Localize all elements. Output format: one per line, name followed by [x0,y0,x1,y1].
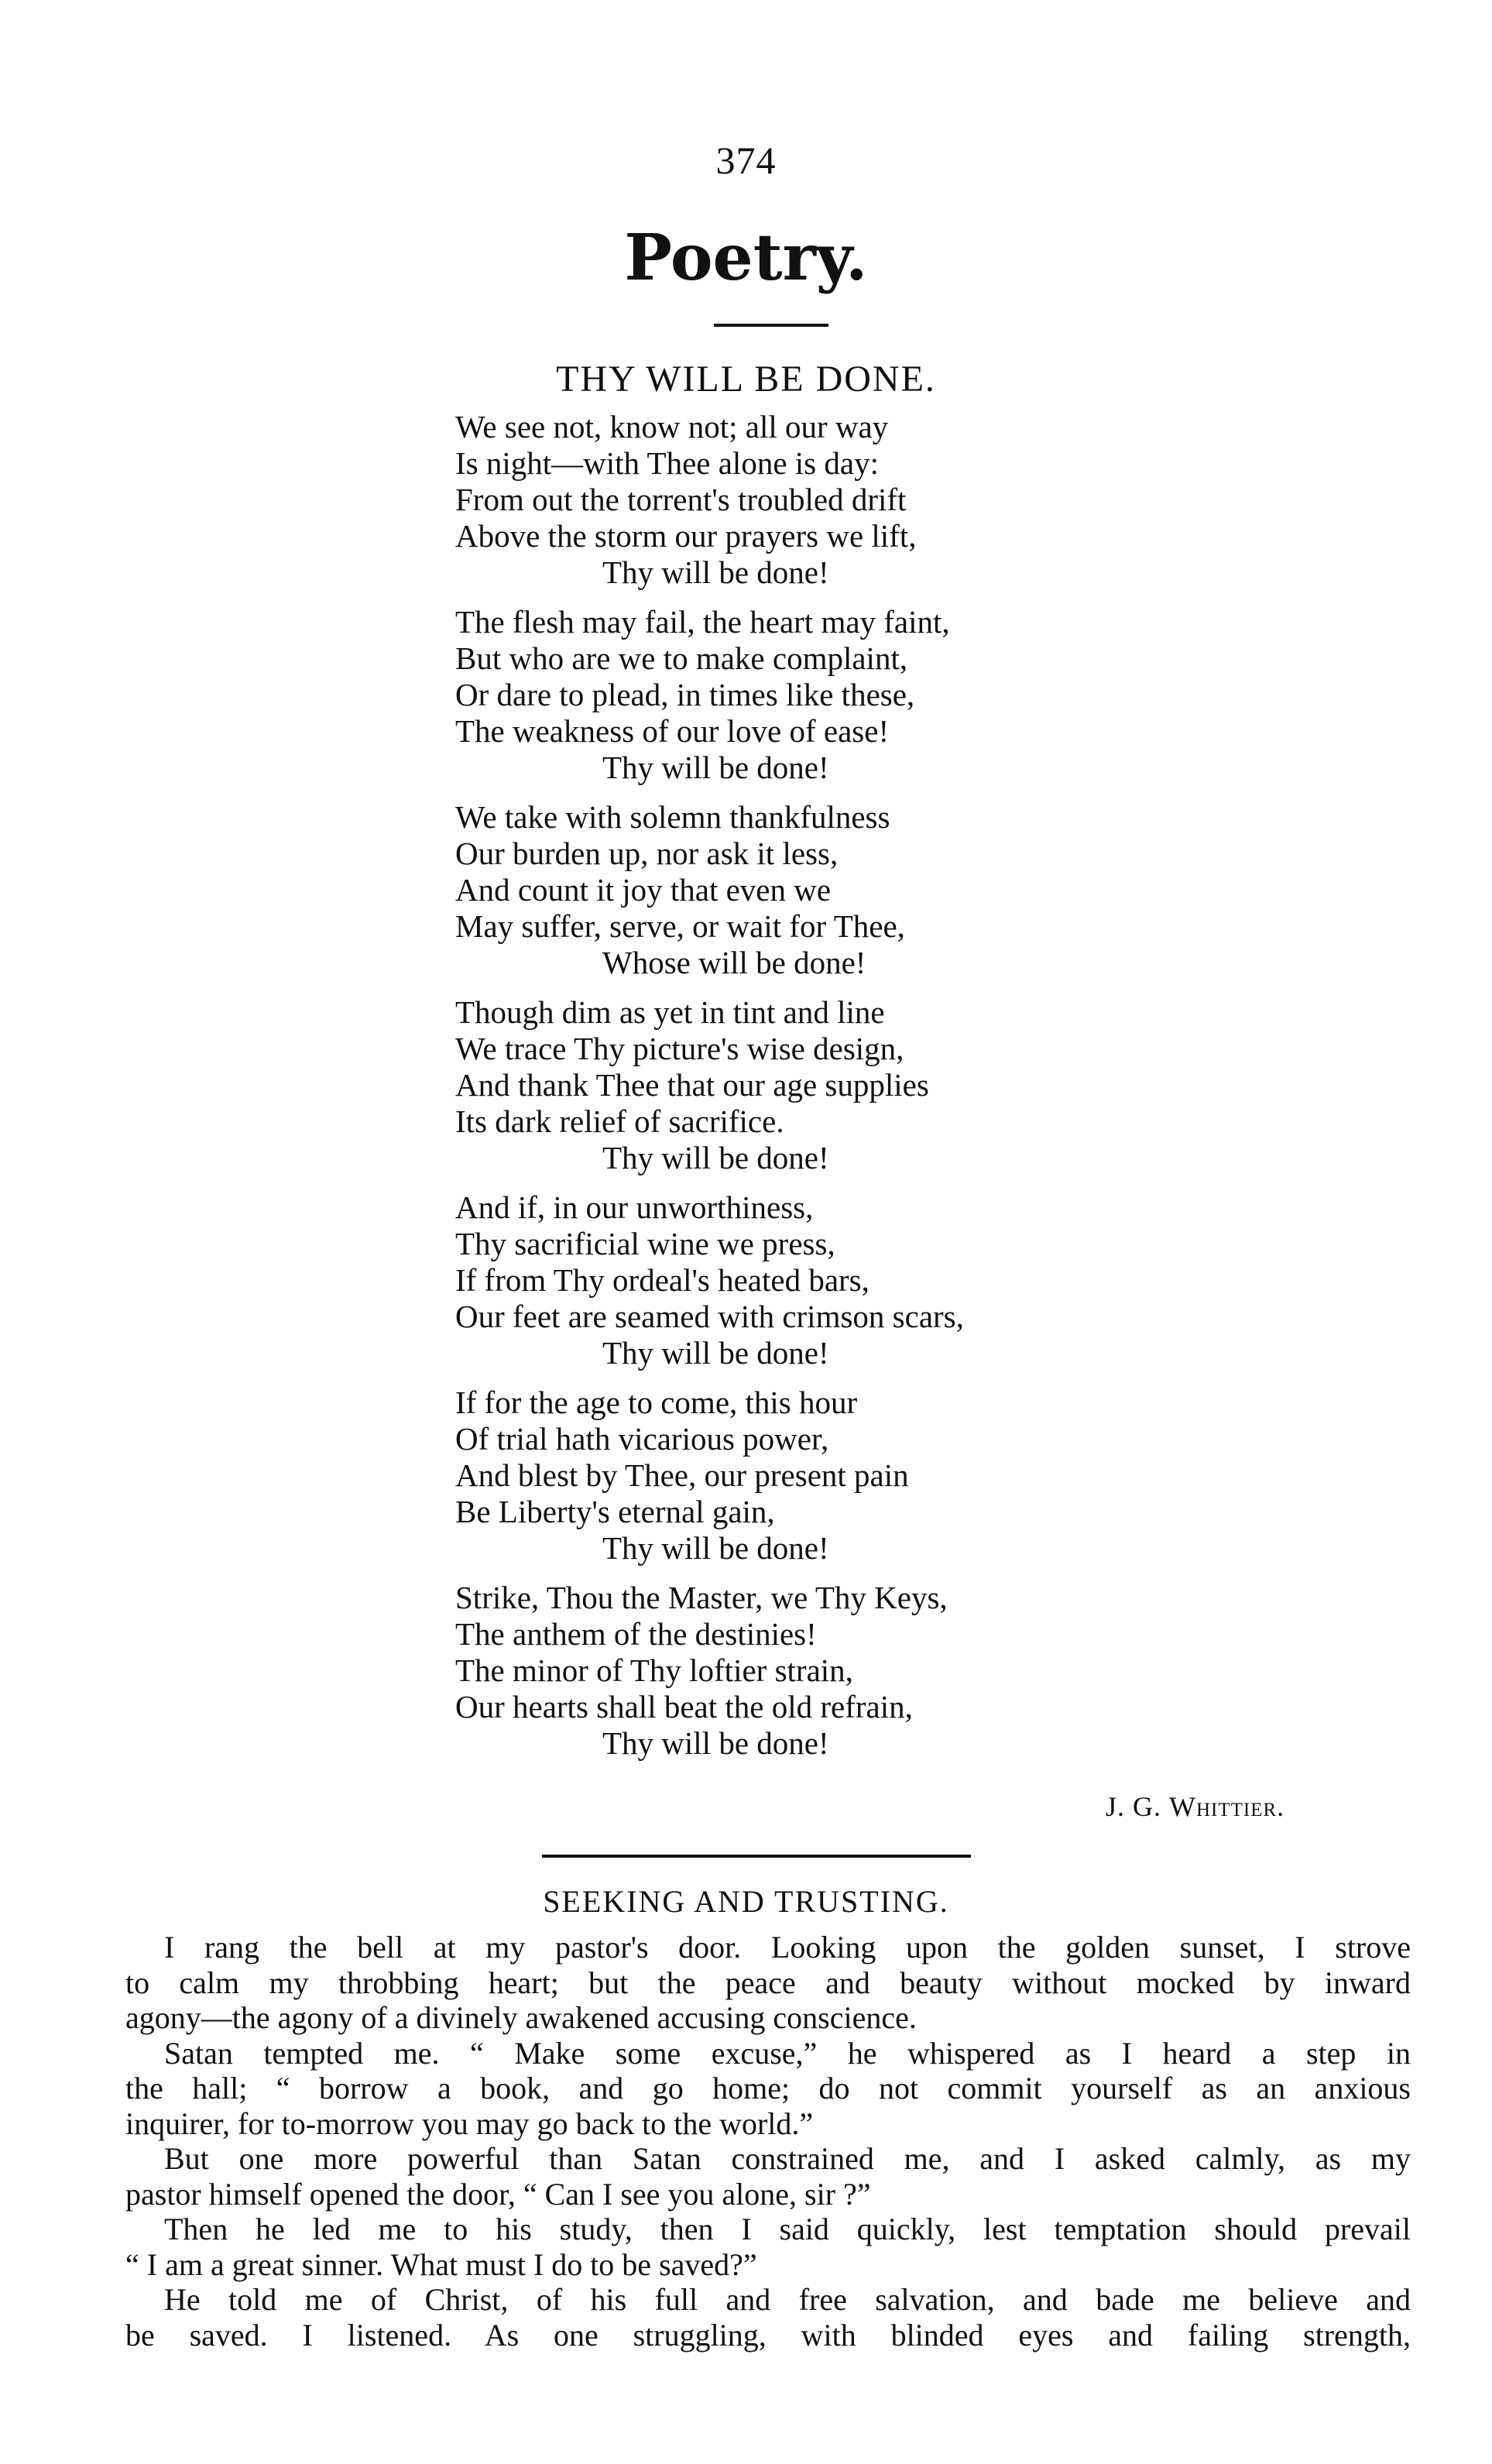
poem-author [1106,1790,1284,1823]
stanza [455,1385,1152,1567]
poem-line: Though dim as yet in tint and line [455,994,885,1030]
poem-line: Above the storm our prayers we lift, [455,518,917,554]
poem-line: We trace Thy picture's wise design, [455,1031,904,1066]
poem-line: And count it joy that even we [455,872,832,908]
poem-refrain: Thy will be done! [602,1530,829,1566]
poem-refrain: Thy will be done! [602,1725,829,1761]
poem-line: Or dare to plead, in times like these, [455,677,915,712]
prose-line: But one more powerful than Satan constrained me, and I asked calmly, as my [164,2141,1411,2176]
poem-line: Our burden up, nor ask it less, [455,836,839,871]
prose-line: inquirer, for to-morrow you may go back to the world.” [125,2105,814,2141]
poem-line: Our feet are seamed with crimson scars, [455,1299,964,1334]
poem-line: If from Thy ordeal's heated bars, [455,1262,869,1298]
poem-line: We see not, know not; all our way [455,409,889,444]
stanza [455,994,1152,1176]
prose-line: agony—the agony of a divinely awakened accusing conscience. [125,2000,917,2035]
prose-line: Satan tempted me. “ Make some excuse,” he whispered as I heard a step in [164,2035,1411,2071]
divider-rule [714,324,828,327]
poem-line: Is night—with Thee alone is day: [455,445,879,481]
section-divider-rule [542,1855,971,1858]
prose-line: He told me of Christ, of his full and free salvation, and bade me believe and [164,2282,1411,2317]
author-initials: J. G. [1106,1791,1162,1822]
poem-body [455,409,1152,1775]
poem-line: And blest by Thee, our present pain [455,1457,909,1493]
poem-line: Our hearts shall beat the old refrain, [455,1689,913,1724]
poem-line: The minor of Thy loftier strain, [455,1652,853,1688]
poem-line: But who are we to make complaint, [455,640,908,676]
page-number: 374 [715,139,777,182]
prose-title: SEEKING AND TRUSTING. [543,1884,949,1919]
poem-line: And thank Thee that our age supplies [455,1067,929,1103]
stanza [455,409,1152,591]
poem-refrain: Thy will be done! [602,750,829,785]
prose-body [125,1930,1411,2352]
stanza [455,1580,1152,1762]
poem-line: The flesh may fail, the heart may faint, [455,604,950,640]
poem-refrain: Thy will be done! [602,1335,829,1371]
poem-line: Its dark relief of sacrifice. [455,1103,784,1139]
poem-line: Thy sacrificial wine we press, [455,1226,835,1261]
poem-line: The anthem of the destinies! [455,1616,817,1652]
prose-line: “ I am a great sinner. What must I do to be saved?” [125,2246,757,2282]
poem-line: If for the age to come, this hour [455,1385,858,1420]
poem-line: And if, in our unworthiness, [455,1189,814,1225]
prose-line: the hall; “ borrow a book, and go home; do not commit yourself as an anxious [125,2071,1411,2105]
stanza [455,1189,1152,1371]
poem-line: May suffer, serve, or wait for Thee, [455,908,905,944]
stanza [455,799,1152,981]
prose-line: pastor himself opened the door, “ Can I see you alone, sir ?” [125,2176,871,2212]
section-heading: Poetry. [624,221,868,295]
prose-line: Then he led me to his study, then I said quickly, lest temptation should prevail [164,2212,1411,2246]
poem-line: We take with solemn thankfulness [455,799,890,835]
prose-line: be saved. I listened. As one struggling, with blinded eyes and failing strength, [125,2317,1411,2352]
poem-line: The weakness of our love of ease! [455,713,890,749]
prose-line: to calm my throbbing heart; but the peace and beauty without mocked by inward [125,1965,1411,2000]
prose-line: I rang the bell at my pastor's door. Looking upon the golden sunset, I strove [164,1930,1411,1965]
poem-line: Strike, Thou the Master, we Thy Keys, [455,1580,948,1615]
poem-refrain: Thy will be done! [602,554,829,590]
poem-line: Be Liberty's eternal gain, [455,1494,775,1529]
author-surname: Whittier. [1169,1791,1285,1822]
poem-title: THY WILL BE DONE. [556,359,936,400]
poem-line: Of trial hath vicarious power, [455,1421,829,1457]
poem-refrain: Thy will be done! [602,1140,829,1175]
stanza [455,604,1152,786]
poem-refrain: Whose will be done! [602,945,866,980]
poem-line: From out the torrent's troubled drift [455,482,907,517]
